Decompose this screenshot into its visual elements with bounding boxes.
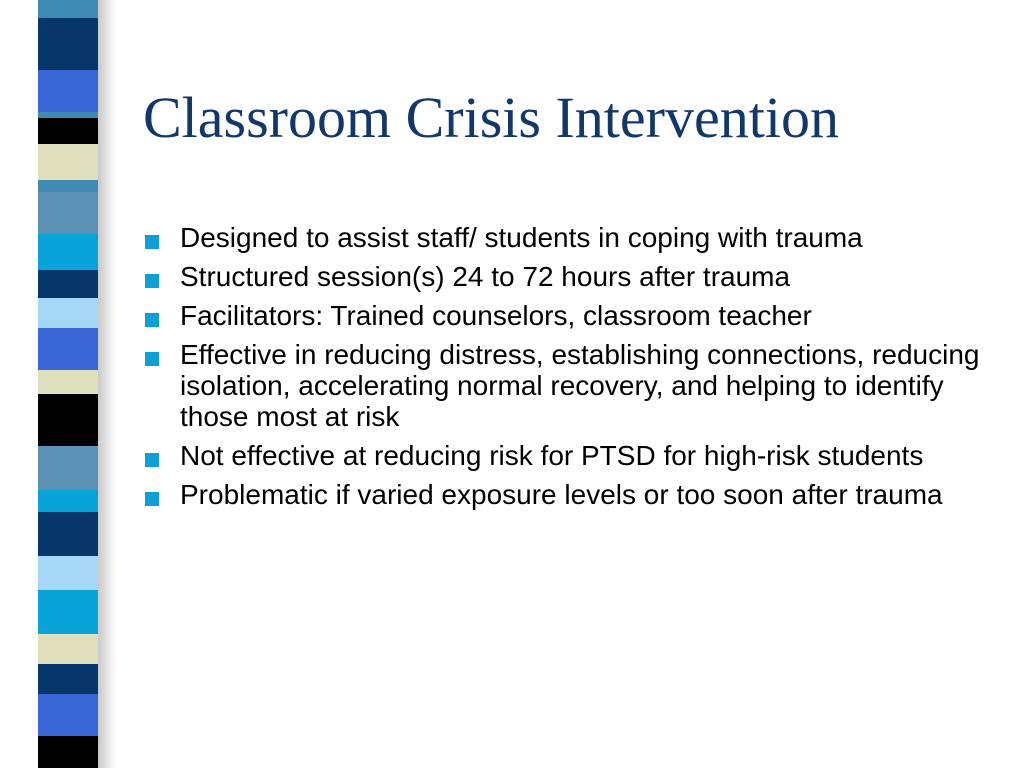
stripe-band	[38, 118, 98, 144]
stripe-band	[38, 376, 98, 394]
stripe-band	[38, 664, 98, 694]
bullet-item	[143, 300, 983, 331]
stripe-band	[38, 490, 98, 512]
stripe-band	[38, 694, 98, 736]
bullet-item	[143, 261, 983, 292]
stripe-band	[38, 394, 98, 446]
square-bullet-icon	[145, 352, 159, 366]
stripe-band	[38, 192, 98, 234]
bullet-text: Problematic if varied exposure levels or too soon after trauma	[180, 479, 943, 510]
stripe-band	[38, 328, 98, 370]
slide-title: Classroom Crisis Intervention	[143, 85, 839, 150]
square-bullet-icon	[145, 492, 159, 506]
square-bullet-icon	[145, 313, 159, 327]
stripe-band	[38, 446, 98, 490]
stripe-band	[38, 180, 98, 192]
bullet-text: Structured session(s) 24 to 72 hours after trauma	[180, 261, 791, 292]
square-bullet-icon	[145, 235, 159, 249]
stripe-band	[38, 144, 98, 180]
bullet-text: Designed to assist staff/ students in coping with trauma	[180, 222, 863, 253]
stripe-band	[38, 590, 98, 634]
stripe-band	[38, 634, 98, 664]
stripe-band	[38, 70, 98, 112]
bullet-text: Effective in reducing distress, establishing connections, reducing isolation, accelerating normal recovery, and helping to identify those most at risk	[180, 339, 980, 432]
stripe-band	[38, 270, 98, 298]
stripe-band	[38, 234, 98, 270]
stripe-band	[38, 298, 98, 330]
stripe-band	[38, 512, 98, 556]
stripe-band	[38, 736, 98, 768]
stripe-shadow	[98, 0, 116, 768]
square-bullet-icon	[145, 453, 159, 467]
bullet-list	[143, 222, 983, 518]
square-bullet-icon	[145, 274, 159, 288]
stripe-band	[38, 45, 98, 70]
bullet-item	[143, 222, 983, 253]
stripe-band	[38, 556, 98, 590]
stripe-band	[38, 0, 98, 18]
decorative-side-stripe	[38, 0, 98, 768]
bullet-item	[143, 479, 983, 510]
bullet-text: Not effective at reducing risk for PTSD for high-risk students	[180, 440, 924, 471]
stripe-band	[38, 18, 98, 45]
bullet-item	[143, 440, 983, 471]
bullet-item	[143, 339, 983, 432]
bullet-text: Facilitators: Trained counselors, classroom teacher	[180, 300, 812, 331]
